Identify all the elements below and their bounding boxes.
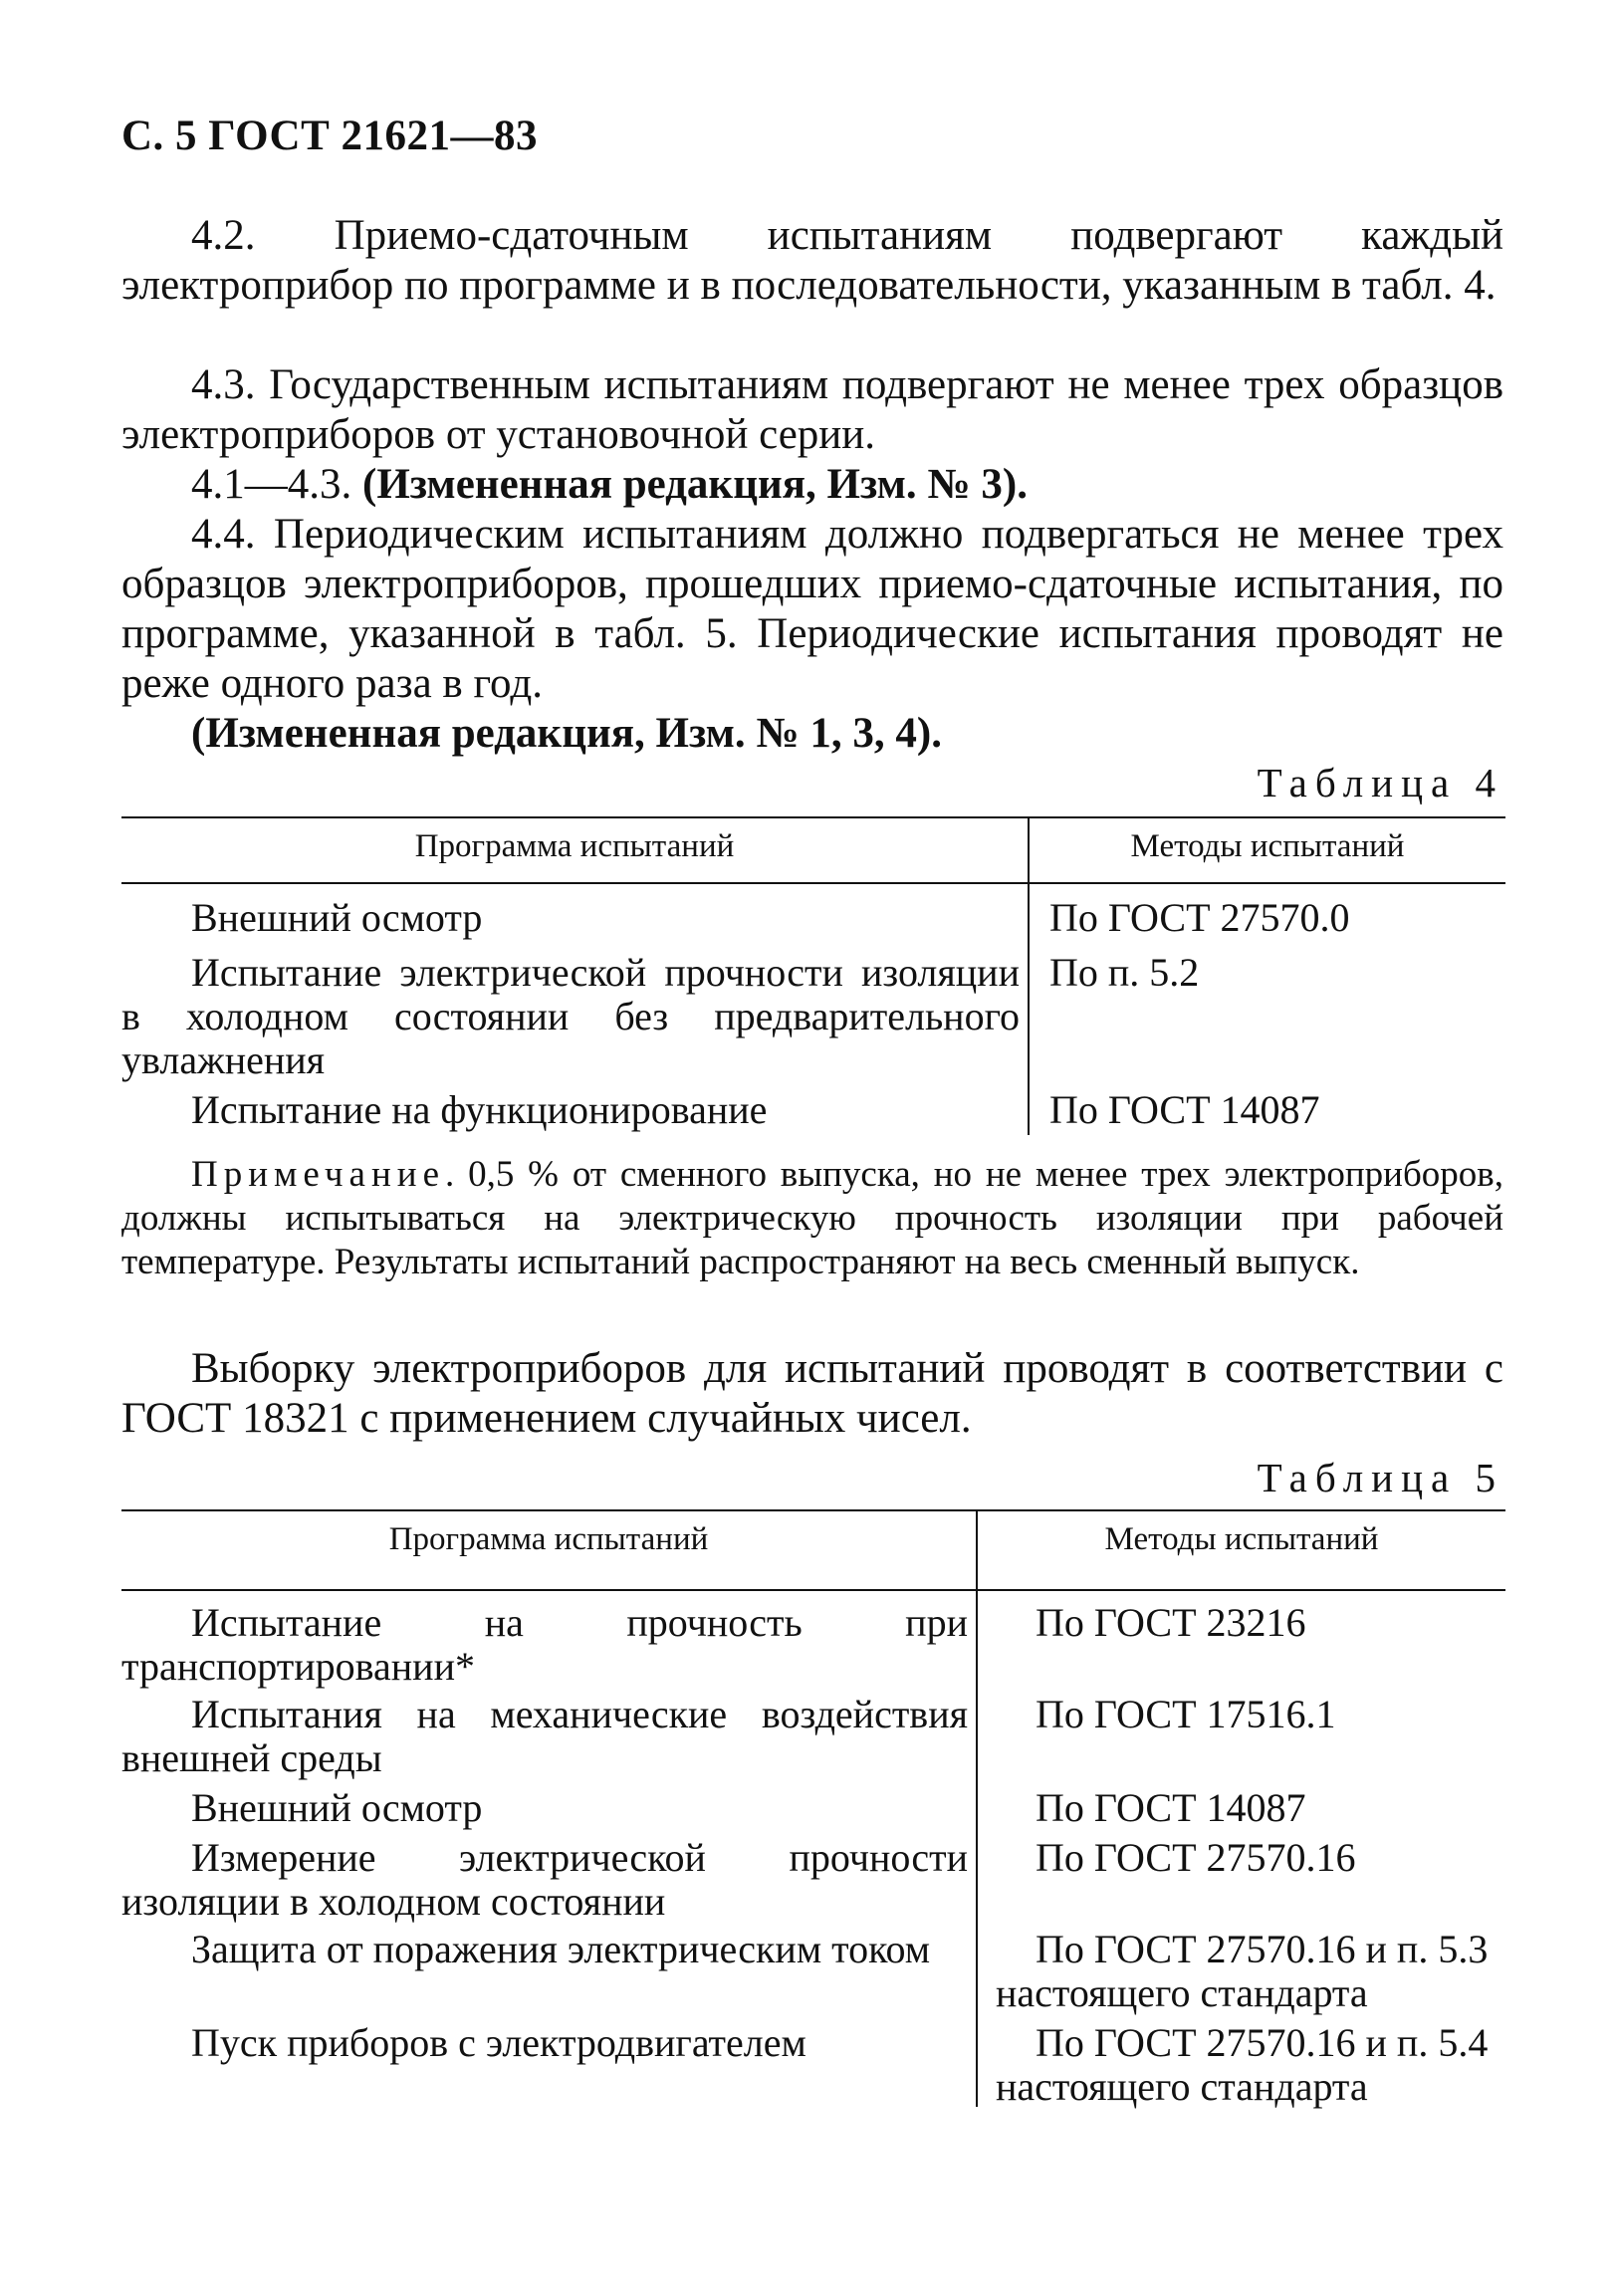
table-4-row-3-method: По ГОСТ 14087 bbox=[1049, 1087, 1320, 1132]
amendment-note-bold: (Измененная редакция, Изм. № 1, 3, 4). bbox=[191, 710, 942, 757]
note-text: . 0,5 % от сменного выпуска, но не менее трех электроприборов, должны испытываться на электрическую прочность изоляции при рабочей температуре. Результаты испытаний распространяют на весь сменный выпуск. bbox=[121, 1154, 1503, 1282]
table-5-row-4-method: По ГОСТ 27570.16 bbox=[1036, 1835, 1356, 1880]
table-4-caption: Таблица 4 bbox=[1257, 760, 1503, 805]
paragraph-4-2: 4.2. Приемо-сдаточным испытаниям подвергают каждый электроприбор по программе и в последовательности, указанным в табл. 4. bbox=[121, 212, 1503, 309]
table-5-column-divider bbox=[976, 1509, 978, 2107]
table-5-row-5-program: Защита от поражения электрическим током bbox=[191, 1927, 931, 1971]
table-4-header-methods: Методы испытаний bbox=[1130, 828, 1405, 864]
table-5-row-2-program: Испытания на механические воздействия внешней среды bbox=[121, 1692, 968, 1780]
table-5-header-methods: Методы испытаний bbox=[1104, 1521, 1379, 1557]
table-4-row-1-method: По ГОСТ 27570.0 bbox=[1049, 895, 1350, 940]
table-5-row-3-program: Внешний осмотр bbox=[191, 1785, 483, 1830]
page-header: С. 5 ГОСТ 21621—83 bbox=[121, 113, 539, 159]
table-5-caption: Таблица 5 bbox=[1257, 1455, 1503, 1500]
sampling-paragraph: Выборку электроприборов для испытаний проводят в соответствии с ГОСТ 18321 с применением случайных чисел. bbox=[121, 1345, 1503, 1442]
table-5-row-3-method: По ГОСТ 14087 bbox=[1036, 1785, 1306, 1830]
table-4-row-3-program: Испытание на функционирование bbox=[191, 1087, 768, 1132]
table-5-row-1-method: По ГОСТ 23216 bbox=[1036, 1600, 1306, 1645]
amendment-note-4-4 bbox=[121, 709, 1503, 759]
table-4-note bbox=[121, 1153, 1503, 1284]
note-label: Примечание bbox=[191, 1154, 445, 1195]
table-4-row-2-program: Испытание электрической прочности изоляции в холодном состоянии без предварительного увлажнения bbox=[121, 950, 1020, 1082]
table-5-row-6-method: По ГОСТ 27570.16 и п. 5.4 настоящего стандарта bbox=[996, 2020, 1489, 2109]
table-5-header-program: Программа испытаний bbox=[388, 1521, 709, 1557]
table-4-top-rule bbox=[121, 816, 1505, 818]
amendment-note: (Измененная редакция, Изм. № 3). bbox=[362, 461, 1028, 508]
paragraph-4-1-4-3 bbox=[121, 460, 1503, 510]
table-4-row-1-program: Внешний осмотр bbox=[191, 895, 483, 940]
table-4-header-program: Программа испытаний bbox=[414, 828, 735, 864]
table-5-row-2-method: По ГОСТ 17516.1 bbox=[1036, 1692, 1336, 1736]
table-4-row-2-method: По п. 5.2 bbox=[1049, 950, 1200, 995]
table-4-header-rule bbox=[121, 882, 1505, 884]
table-5-header-rule bbox=[121, 1589, 1505, 1591]
table-5-row-1-program: Испытание на прочность при транспортировании* bbox=[121, 1600, 968, 1689]
table-5-row-6-program: Пуск приборов с электродвигателем bbox=[191, 2020, 807, 2065]
table-5-row-5-method: По ГОСТ 27570.16 и п. 5.3 настоящего стандарта bbox=[996, 1927, 1489, 2015]
paragraph-4-4: 4.4. Периодическим испытаниям должно подвергаться не менее трех образцов электроприборов, прошедших приемо-сдаточные испытания, по программе, указанной в табл. 5. Периодические испытания проводят не реже одного раза в год. bbox=[121, 511, 1503, 707]
table-5-top-rule bbox=[121, 1509, 1505, 1511]
paragraph-number: 4.1—4.3. bbox=[191, 461, 362, 508]
paragraph-4-3: 4.3. Государственным испытаниям подвергают не менее трех образцов электроприборов от установочной серии. bbox=[121, 361, 1503, 458]
table-5-row-4-program: Измерение электрической прочности изоляции в холодном состоянии bbox=[121, 1835, 968, 1924]
table-4-column-divider bbox=[1028, 816, 1030, 1135]
